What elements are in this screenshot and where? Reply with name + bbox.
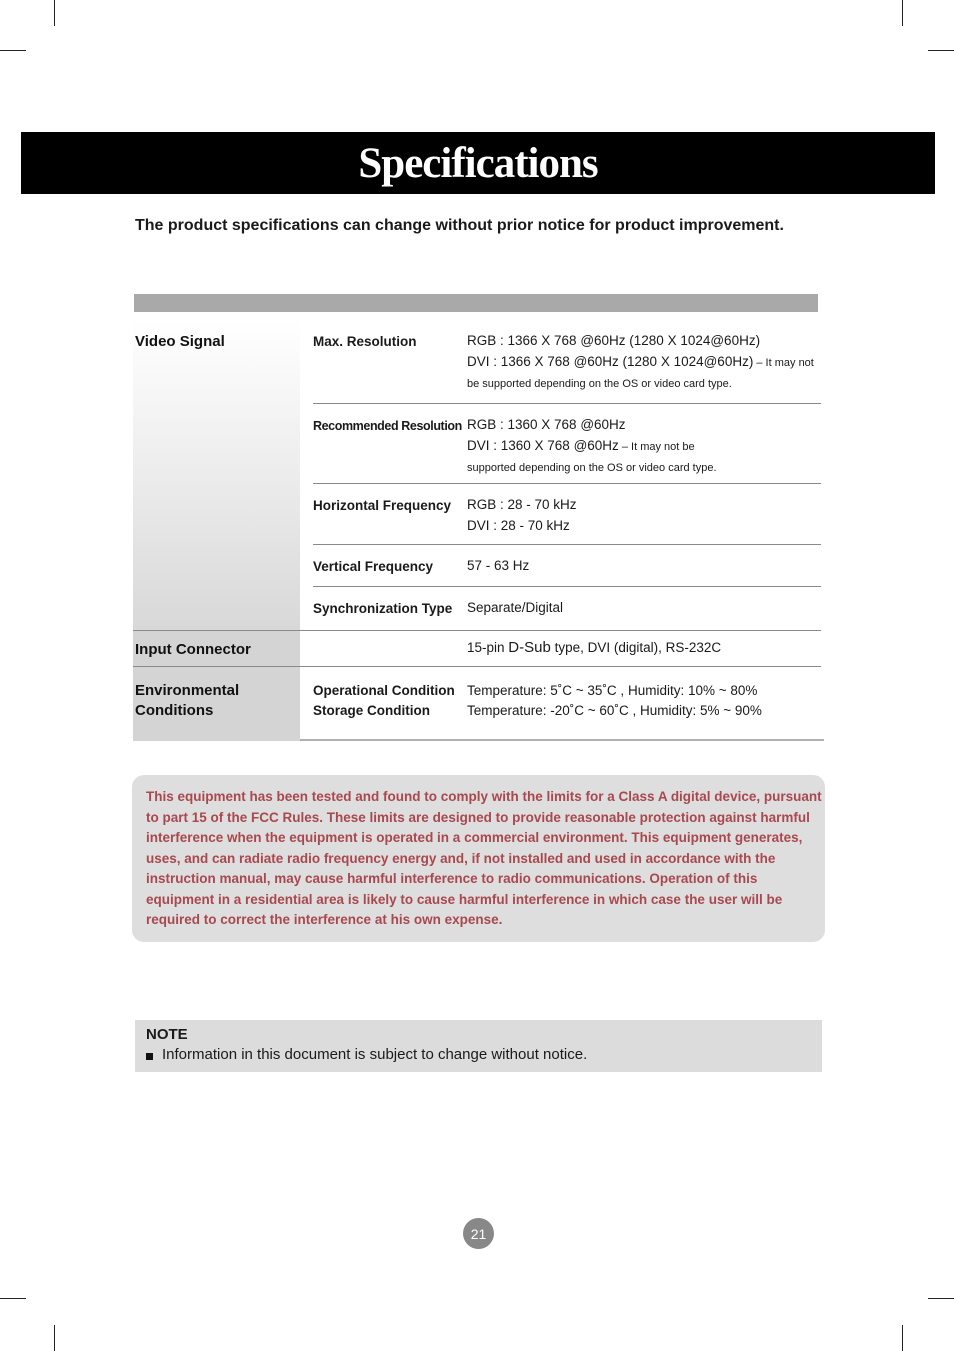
crop-mark (0, 50, 26, 51)
row-label: Max. Resolution (313, 334, 417, 349)
fcc-line: This equipment has been tested and found to comply with the limits for a Class A digital device, pursuant (146, 789, 822, 804)
note-text: Information in this document is subject to change without notice. (162, 1046, 588, 1063)
fcc-notice-text (146, 787, 826, 931)
value-line: DVI : 28 - 70 kHz (467, 518, 570, 533)
row-label: Recommended Resolution (313, 419, 462, 433)
title-banner (21, 132, 935, 194)
value-line: RGB : 1366 X 768 @60Hz (1280 X 1024@60Hz) (467, 333, 761, 348)
section-rows (300, 667, 824, 741)
section-input-connector (133, 630, 821, 666)
note-box (135, 1020, 822, 1072)
value-text: type, DVI (digital), RS-232C (550, 640, 722, 655)
value-text: D-Sub (508, 639, 551, 656)
section-environmental-conditions (133, 666, 821, 741)
value-line: Separate/Digital (467, 600, 564, 615)
note-title: NOTE (146, 1026, 188, 1043)
fcc-line: to part 15 of the FCC Rules. These limits are designed to provide reasonable protection against harmful (146, 809, 810, 825)
value-line: 57 - 63 Hz (467, 558, 530, 573)
row-value (467, 587, 821, 630)
row-label (313, 631, 467, 658)
value-text: DVI : 1366 X 768 @60Hz (1280 X 1024@60Hz) (467, 354, 754, 369)
value-note: – It may not (753, 357, 814, 369)
crop-mark (928, 50, 954, 51)
page-title: Specifications (358, 139, 598, 187)
crop-mark (902, 1325, 903, 1351)
value-note: supported depending on the OS or video card type. (467, 462, 717, 474)
spec-row-input-connector (313, 631, 821, 658)
fcc-line: equipment in a residential area is likely to cause harmful interference in which case the user will be (146, 891, 783, 907)
value-text: DVI : 1360 X 768 @60Hz (467, 438, 619, 453)
table-header-bar (134, 294, 818, 312)
value-line: Temperature: -20˚C ~ 60˚C , Humidity: 5% ~ 90% (467, 703, 762, 718)
fcc-line: instruction manual, may cause harmful interference to radio communications. Operation of this (146, 871, 758, 886)
fcc-notice-box (132, 775, 825, 942)
spec-row-max-resolution (313, 320, 821, 404)
row-label: Synchronization Type (313, 601, 453, 616)
value-line (467, 351, 821, 374)
value-note: – It may not be (618, 441, 695, 453)
section-label-line: Conditions (135, 702, 214, 719)
row-value (467, 404, 821, 483)
crop-mark (902, 0, 903, 26)
spec-row-recommended-resolution (313, 404, 821, 484)
value-note: be supported depending on the OS or video card type. (467, 378, 732, 390)
value-line: RGB : 1360 X 768 @60Hz (467, 417, 626, 432)
section-video-signal (133, 320, 821, 630)
value-text: 15-pin (467, 640, 509, 655)
section-label (133, 667, 300, 741)
row-label: Horizontal Frequency (313, 498, 452, 513)
row-value (467, 545, 821, 586)
row-value (467, 667, 824, 721)
row-value (467, 484, 821, 544)
fcc-line: uses, and can radiate radio frequency energy and, if not installed and used in accordance with the (146, 850, 776, 866)
bullet-icon (146, 1053, 153, 1060)
row-label-line: Operational Condition (313, 683, 455, 698)
section-label-line: Environmental (135, 682, 240, 699)
value-line: RGB : 28 - 70 kHz (467, 497, 577, 512)
section-rows (300, 631, 821, 666)
row-label (313, 667, 467, 721)
section-label: Video Signal (133, 320, 300, 630)
spec-row-vertical-frequency (313, 545, 821, 587)
row-value (467, 320, 821, 403)
section-label: Input Connector (133, 631, 300, 666)
row-label: Vertical Frequency (313, 559, 434, 574)
row-label-line: Storage Condition (313, 703, 430, 718)
value-line (467, 435, 821, 458)
crop-mark (928, 1298, 954, 1299)
spec-row-synchronization-type (313, 587, 821, 630)
crop-mark (54, 0, 55, 26)
page-number-badge: 21 (463, 1218, 494, 1249)
value-line: Temperature: 5˚C ~ 35˚C , Humidity: 10% ~ 80% (467, 683, 758, 698)
spec-row-horizontal-frequency (313, 484, 821, 545)
spec-row-environment (313, 667, 824, 721)
row-value (467, 631, 821, 658)
subtitle: The product specifications can change without prior notice for product improvement. (135, 217, 784, 234)
section-rows (300, 320, 821, 630)
crop-mark (0, 1298, 26, 1299)
fcc-line: interference when the equipment is operated in a commercial environment. This equipment generates, (146, 830, 803, 845)
crop-mark (54, 1325, 55, 1351)
fcc-line: required to correct the interference at his own expense. (146, 912, 503, 927)
spec-table (133, 320, 821, 741)
